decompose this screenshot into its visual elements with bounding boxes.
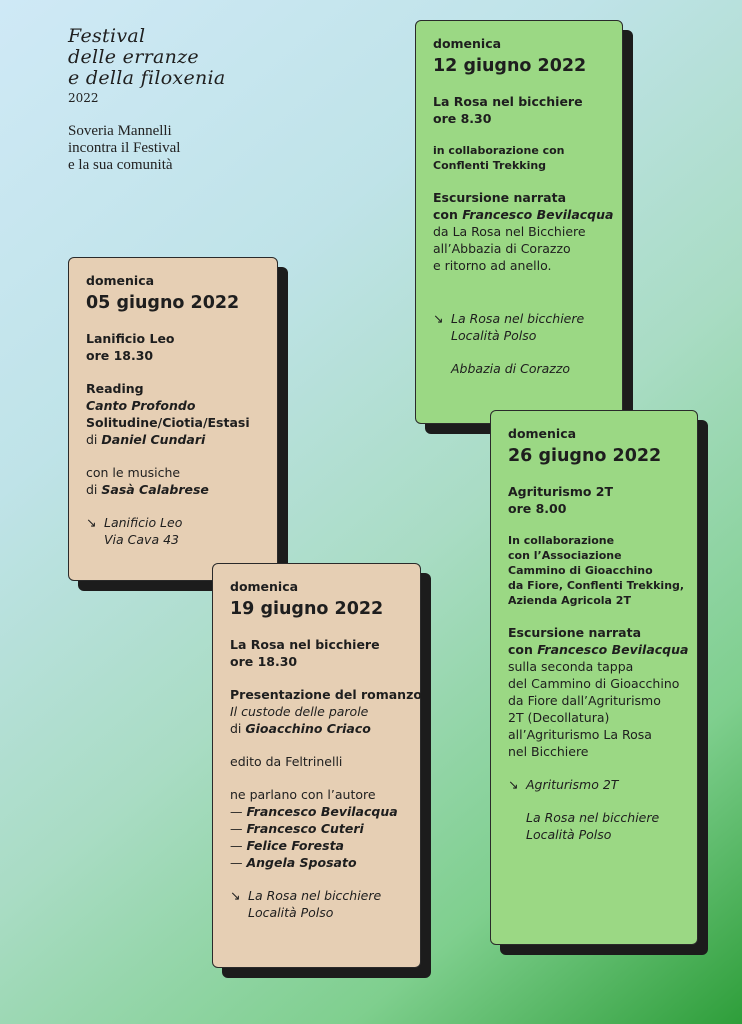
event-date: 19 giugno 2022 bbox=[230, 599, 384, 619]
subtitle-line-2: incontra il Festival bbox=[68, 140, 181, 156]
event-desc-5: all’Agriturismo La Rosa bbox=[508, 727, 652, 742]
festival-title-line-1: Festival bbox=[68, 25, 146, 47]
event-collab-5: Azienda Agricola 2T bbox=[508, 594, 631, 607]
event-time: ore 8.00 bbox=[508, 501, 567, 516]
event-time: ore 18.30 bbox=[230, 654, 298, 669]
event-desc-2: del Cammino di Gioacchino bbox=[508, 676, 680, 691]
event-author-line: di Daniel Cundari bbox=[86, 432, 206, 447]
event-location-1: ↘ La Rosa nel bicchiere bbox=[433, 311, 585, 326]
event-location-2: La Rosa nel bicchiere bbox=[526, 810, 660, 825]
author-name: Daniel Cundari bbox=[101, 432, 206, 447]
festival-header bbox=[68, 26, 268, 174]
guide-name: Francesco Bevilacqua bbox=[537, 642, 689, 657]
event-type: Escursione narrata bbox=[508, 625, 642, 640]
arrow-down-right-icon: ↘ bbox=[508, 777, 519, 792]
music-line: con le musiche bbox=[86, 465, 181, 480]
event-collab-4: da Fiore, Conflenti Trekking, bbox=[508, 579, 685, 592]
event-collab-1: In collaborazione bbox=[508, 534, 615, 547]
event-day: domenica bbox=[86, 273, 155, 288]
event-desc-6: nel Bicchiere bbox=[508, 744, 589, 759]
event-day: domenica bbox=[433, 36, 502, 51]
book-title: Il custode delle parole bbox=[230, 704, 369, 719]
event-location-1: ↘ Agriturismo 2T bbox=[508, 777, 619, 792]
speakers-intro: ne parlano con l’autore bbox=[230, 787, 376, 802]
speaker-2: — Francesco Cuteri bbox=[230, 821, 364, 836]
event-collab-1: in collaborazione con bbox=[433, 144, 565, 157]
author-name: Gioacchino Criaco bbox=[245, 721, 371, 736]
speaker-4: — Angela Sposato bbox=[230, 855, 357, 870]
event-desc-3: da Fiore dall’Agriturismo bbox=[508, 693, 661, 708]
speaker-3: — Felice Foresta bbox=[230, 838, 344, 853]
event-collab-2: con l’Associazione bbox=[508, 549, 622, 562]
festival-year: 2022 bbox=[68, 91, 99, 105]
arrow-down-right-icon: ↘ bbox=[433, 311, 444, 326]
subtitle-line-3: e la sua comunità bbox=[68, 157, 173, 173]
event-day: domenica bbox=[508, 426, 577, 441]
musician-line: di Sasà Calabrese bbox=[86, 482, 209, 497]
event-desc-1: da La Rosa nel Bicchiere bbox=[433, 224, 586, 239]
publisher-line: edito da Feltrinelli bbox=[230, 754, 343, 769]
event-location-2: Località Polso bbox=[451, 328, 537, 343]
festival-subtitle bbox=[68, 123, 268, 174]
event-location-3: Abbazia di Corazzo bbox=[451, 361, 571, 376]
event-collab-3: Cammino di Gioacchino bbox=[508, 564, 653, 577]
event-location-1: ↘ La Rosa nel bicchiere bbox=[230, 888, 382, 903]
subtitle-line-1: Soveria Mannelli bbox=[68, 123, 172, 139]
work-title-2: Solitudine/Ciotia/Estasi bbox=[86, 415, 250, 430]
event-place: Agriturismo 2T bbox=[508, 484, 614, 499]
event-card-june-26 bbox=[490, 410, 698, 945]
event-type: Presentazione del romanzo bbox=[230, 687, 422, 702]
event-desc-3: e ritorno ad anello. bbox=[433, 258, 552, 273]
event-location-3: Località Polso bbox=[526, 827, 612, 842]
event-time: ore 18.30 bbox=[86, 348, 154, 363]
event-location-2: Via Cava 43 bbox=[104, 532, 179, 547]
event-type: Reading bbox=[86, 381, 144, 396]
event-date: 26 giugno 2022 bbox=[508, 446, 662, 466]
event-guide-line bbox=[433, 206, 614, 223]
event-desc-4: 2T (Decollatura) bbox=[508, 710, 610, 725]
event-place: La Rosa nel bicchiere bbox=[230, 637, 380, 652]
arrow-down-right-icon: ↘ bbox=[230, 888, 241, 903]
event-desc-2: all’Abbazia di Corazzo bbox=[433, 241, 571, 256]
arrow-down-right-icon: ↘ bbox=[86, 515, 97, 530]
event-type: Escursione narrata bbox=[433, 190, 567, 205]
event-location-1: ↘ Lanificio Leo bbox=[86, 515, 183, 530]
event-location-2: Località Polso bbox=[248, 905, 334, 920]
musician-name: Sasà Calabrese bbox=[101, 482, 209, 497]
guide-name: Francesco Bevilacqua bbox=[462, 207, 614, 222]
event-collab-2: Conflenti Trekking bbox=[433, 159, 547, 172]
event-author-line: di Gioacchino Criaco bbox=[230, 721, 371, 736]
event-guide-line: con Francesco Bevilacqua bbox=[508, 642, 689, 657]
festival-title-line-3: e della filoxenia bbox=[68, 67, 226, 89]
event-place: La Rosa nel bicchiere bbox=[433, 94, 583, 109]
event-card-june-12 bbox=[415, 20, 623, 424]
event-desc-1: sulla seconda tappa bbox=[508, 659, 634, 674]
event-place: Lanificio Leo bbox=[86, 331, 175, 346]
festival-title-line-2: delle erranze bbox=[68, 46, 199, 68]
event-card-june-19 bbox=[212, 563, 421, 968]
event-time: ore 8.30 bbox=[433, 111, 492, 126]
event-day: domenica bbox=[230, 579, 299, 594]
event-date: 05 giugno 2022 bbox=[86, 293, 240, 313]
guide-prefix: con bbox=[433, 207, 463, 222]
work-title-1: Canto Profondo bbox=[86, 398, 196, 413]
event-card-june-05 bbox=[68, 257, 278, 581]
speaker-1: — Francesco Bevilacqua bbox=[230, 804, 398, 819]
event-date: 12 giugno 2022 bbox=[433, 56, 587, 76]
